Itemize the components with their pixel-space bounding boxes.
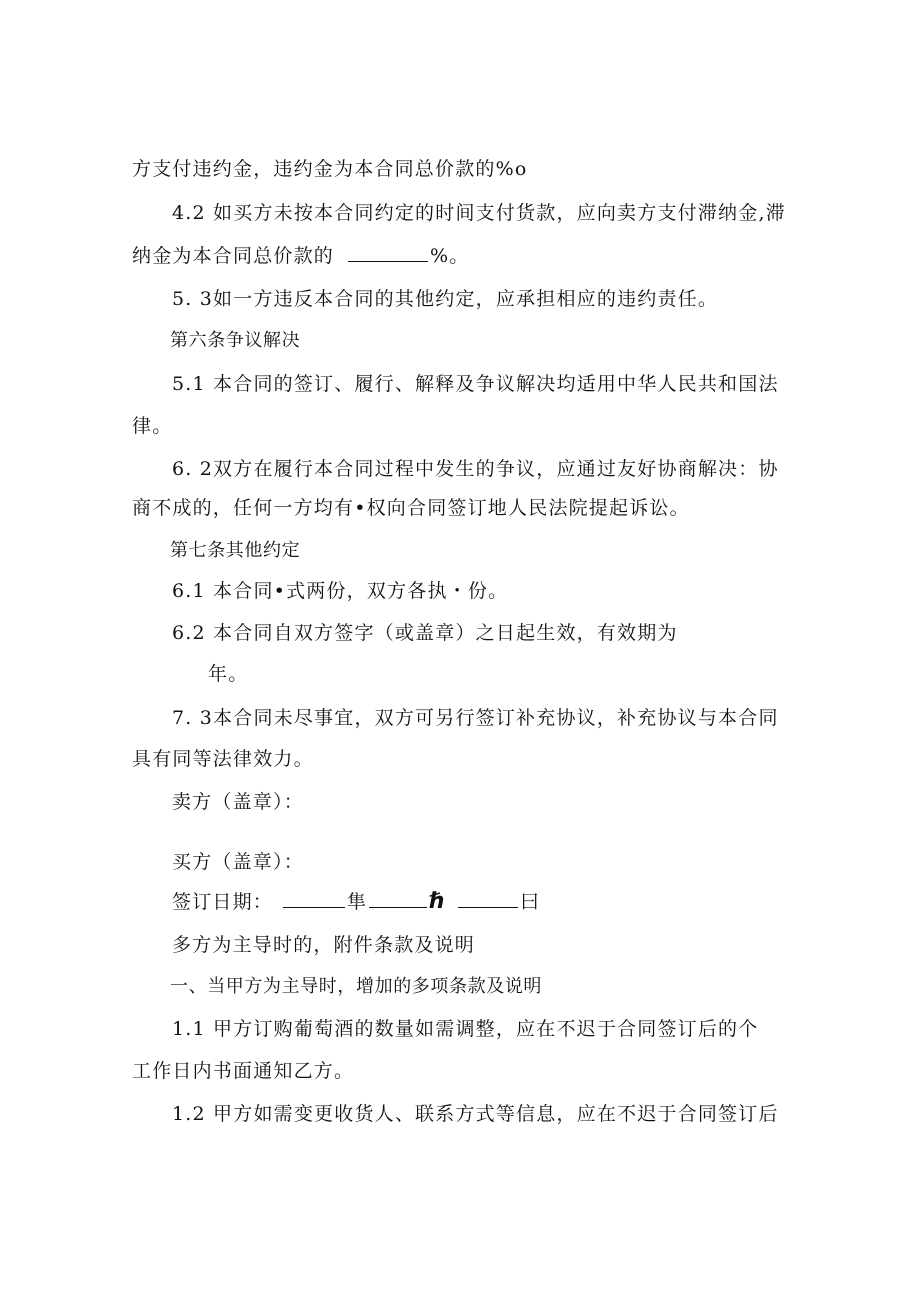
text-line: 律。 <box>132 415 173 437</box>
text-line-with-blank <box>132 243 469 269</box>
signing-date-label: 签订日期： <box>172 891 274 913</box>
text-line: 具有同等法律效力。 <box>132 748 314 770</box>
section-heading-6: 第六条争议解决 <box>170 330 301 351</box>
appendix-clause-1-2: 1.2 甲方如需变更收货人、联系方式等信息，应在不迟于合同签订后 <box>172 1103 779 1125</box>
seller-seal-label: 卖方（盖章）： <box>172 791 304 813</box>
text-fragment: 纳金为本合同总价款的 <box>132 245 335 267</box>
appendix-clause-1-1: 1.1 甲方订购葡萄酒的数量如需调整，应在不迟于合同签订后的个 <box>172 1018 759 1040</box>
text-line: 年。 <box>208 663 249 685</box>
section-heading-7: 第七条其他约定 <box>170 540 301 561</box>
clause-6-2b: 6.2 本合同自双方签字（或盖章）之日起生效，有效期为 <box>172 622 678 644</box>
appendix-heading-1: 一、当甲方为主导时，增加的多项条款及说明 <box>170 976 542 997</box>
buyer-seal-label: 买方（盖章）： <box>172 851 304 873</box>
day-blank <box>458 889 518 908</box>
month-char: ℏ <box>429 889 447 914</box>
text-line: 商不成的，任何一方均有•权向合同签订地人民法院提起诉讼。 <box>132 497 690 519</box>
clause-7-3: 7. 3本合同未尽事宜，双方可另行签订补充协议，补充协议与本合同 <box>172 707 779 729</box>
month-blank <box>369 889 427 908</box>
day-char: 曰 <box>520 891 541 913</box>
clause-5-1: 5.1 本合同的签订、履行、解释及争议解决均适用中华人民共和国法 <box>172 373 779 395</box>
clause-5-3: 5. 3如一方违反本合同的其他约定，应承担相应的违约责任。 <box>172 288 719 310</box>
text-line: 方支付违约金，违约金为本合同总价款的%o <box>132 158 528 180</box>
fill-in-blank <box>348 243 428 262</box>
year-blank <box>283 889 345 908</box>
clause-6-2: 6. 2双方在履行本合同过程中发生的争议，应通过友好协商解决：协 <box>172 458 779 480</box>
signing-date-line <box>172 889 540 915</box>
year-char: 隼 <box>347 891 368 913</box>
clause-4-2: 4.2 如买方未按本合同约定的时间支付货款，应向卖方支付滞纳金,滞 <box>172 202 786 224</box>
appendix-intro: 多方为主导时的，附件条款及说明 <box>172 934 476 956</box>
text-line: 工作日内书面通知乙方。 <box>132 1060 355 1082</box>
text-fragment: %。 <box>430 245 470 267</box>
clause-6-1: 6.1 本合同•式两份，双方各执・份。 <box>172 580 509 602</box>
